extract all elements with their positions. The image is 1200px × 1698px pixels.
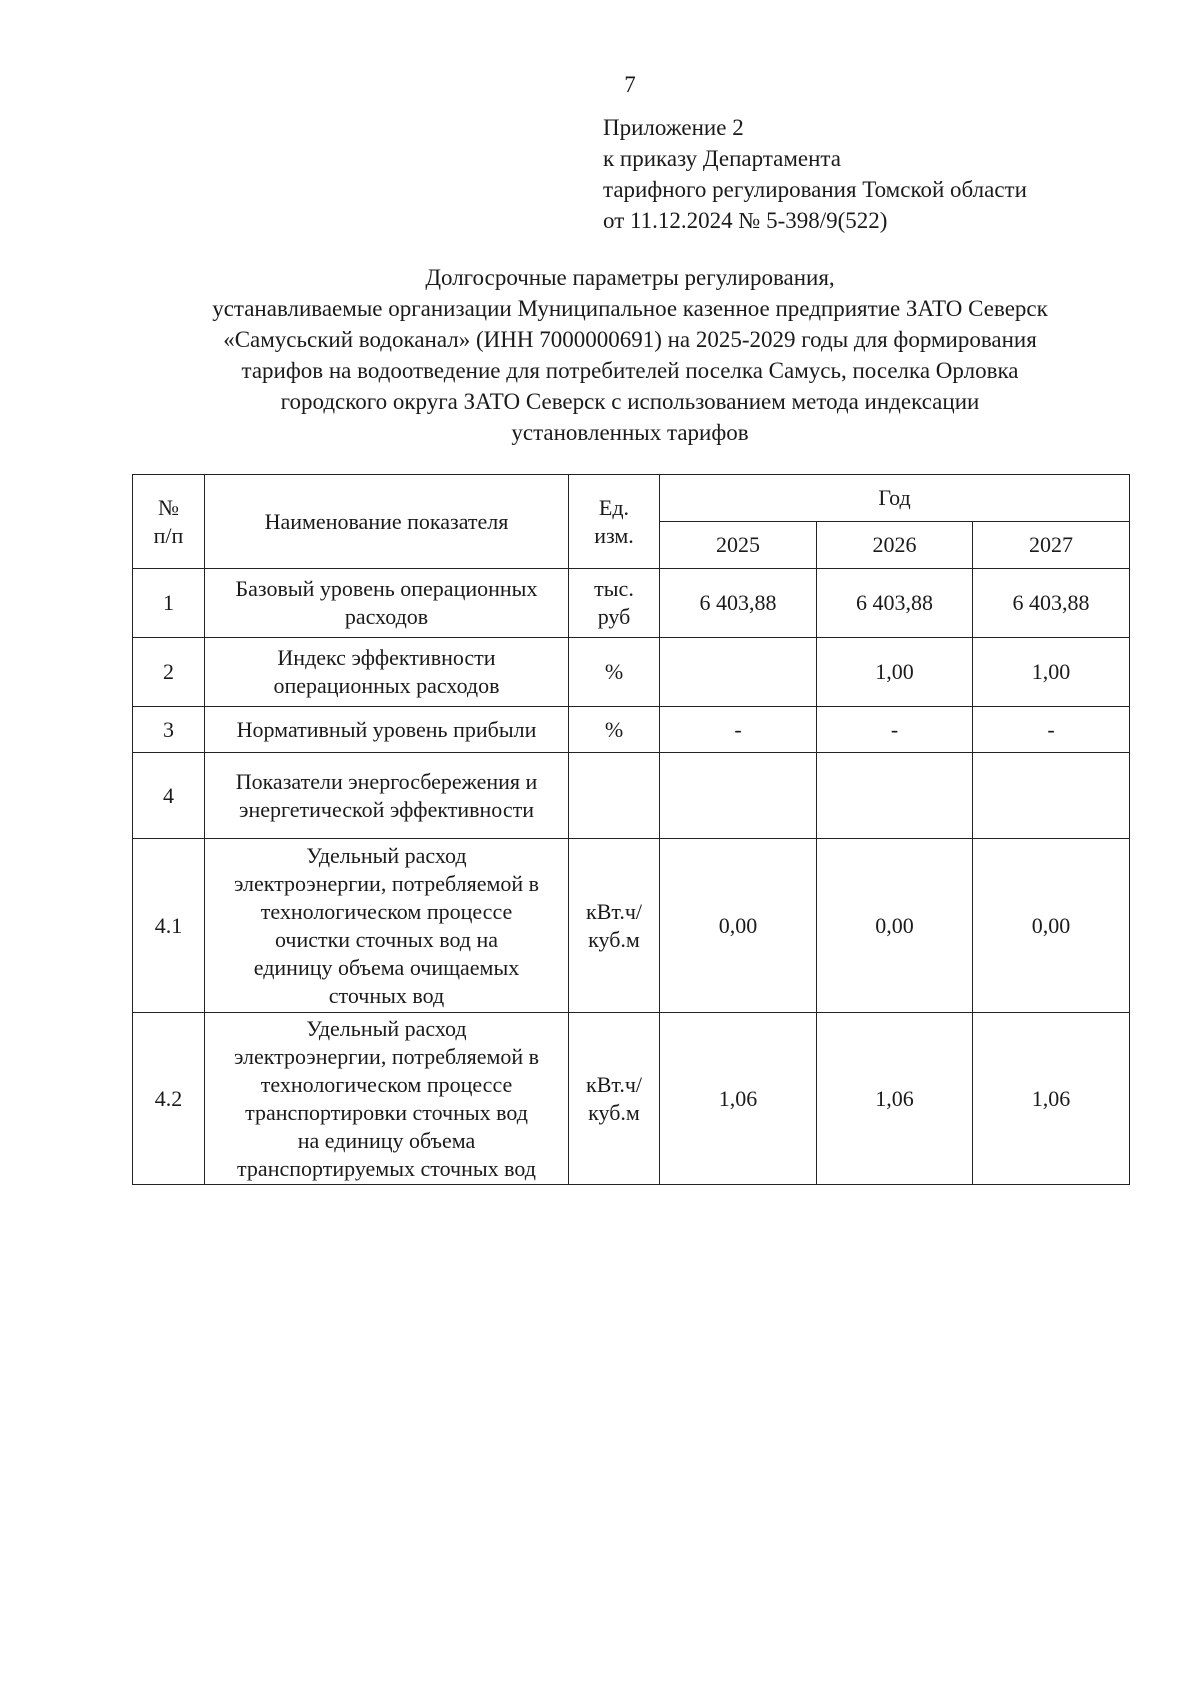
value-cell-2026: 1,06 [817, 1013, 973, 1185]
indicator-name-line: очистки сточных вод на [274, 926, 499, 952]
indicator-name-line: операционных расходов [273, 673, 500, 698]
indicator-name-line: технологическом процессе [260, 1071, 513, 1097]
title-line: городского округа ЗАТО Северск с использованием метода индексации [280, 389, 980, 414]
header-year-2026: 2026 [817, 522, 973, 569]
title-line: устанавливаемые организации Муниципальное казенное предприятие ЗАТО Северск [212, 296, 1048, 321]
indicator-name-line: Удельный расход [306, 1015, 467, 1041]
indicator-name-line: технологическом процессе [260, 898, 513, 924]
header-year: Год [660, 475, 1130, 522]
indicator-name-line: расходов [344, 604, 429, 629]
indicator-name [205, 839, 569, 1013]
unit-line: кВт.ч/ [586, 1071, 642, 1097]
table-row [133, 569, 1130, 638]
appendix-line: к приказу Департамента [603, 146, 841, 171]
indicator-name-line: транспортируемых сточных вод [237, 1155, 536, 1181]
value-cell-2025 [660, 638, 817, 707]
value-cell-2027: 1,06 [973, 1013, 1130, 1185]
unit-line: кВт.ч/ [586, 898, 642, 924]
indicator-name-line: электроэнергии, потребляемой в [233, 1043, 540, 1069]
indicator-name [205, 638, 569, 707]
indicator-name-line: Показатели энергосбережения и [235, 768, 538, 794]
header-name: Наименование показателя [205, 475, 569, 569]
row-number: 1 [133, 569, 205, 638]
title-line: Долгосрочные параметры регулирования, [425, 265, 835, 290]
table-row [133, 638, 1130, 707]
indicator-name-line: энергетической эффективности [239, 796, 534, 822]
indicator-name [205, 707, 569, 753]
table-row [133, 1013, 1130, 1185]
value-cell-2027 [973, 753, 1130, 839]
indicator-name-line: на единицу объема [297, 1127, 476, 1153]
row-number: 4.2 [133, 1013, 205, 1185]
row-number: 4.1 [133, 839, 205, 1013]
appendix-line: от 11.12.2024 № 5-398/9(522) [603, 208, 888, 233]
page-number: 7 [624, 72, 636, 97]
table-row [133, 707, 1130, 753]
unit-cell [569, 638, 660, 707]
title-line: «Самусьский водоканал» (ИНН 7000000691) на 2025-2029 годы для формирования [223, 327, 1037, 352]
value-cell-2027: 1,00 [973, 638, 1130, 707]
header-number: № п/п [133, 475, 205, 569]
document-title [131, 262, 1129, 448]
header-unit: Ед. изм. [569, 475, 660, 569]
title-line: установленных тарифов [511, 420, 749, 445]
unit-line: куб.м [588, 926, 640, 952]
value-cell-2026: 0,00 [817, 839, 973, 1013]
unit-cell [569, 569, 660, 638]
value-cell-2026 [817, 753, 973, 839]
value-cell-2026: 1,00 [817, 638, 973, 707]
indicator-name [205, 1013, 569, 1185]
unit-line: тыс. [594, 576, 634, 601]
indicator-name-line: транспортировки сточных вод [245, 1099, 528, 1125]
unit-line: % [604, 716, 624, 742]
unit-cell [569, 753, 660, 839]
value-cell-2026: - [817, 707, 973, 753]
indicator-name-line: сточных вод [328, 982, 445, 1008]
value-cell-2025: - [660, 707, 817, 753]
indicator-name-line: Индекс эффективности [277, 645, 496, 670]
value-cell-2027: 0,00 [973, 839, 1130, 1013]
table-row [133, 839, 1130, 1013]
value-cell-2027: 6 403,88 [973, 569, 1130, 638]
row-number: 2 [133, 638, 205, 707]
appendix-line: Приложение 2 [603, 115, 744, 140]
value-cell-2025: 1,06 [660, 1013, 817, 1185]
indicator-name-line: Нормативный уровень прибыли [236, 716, 537, 742]
header-year-2027: 2027 [973, 522, 1130, 569]
indicator-name [205, 569, 569, 638]
row-number: 4 [133, 753, 205, 839]
unit-cell [569, 707, 660, 753]
indicator-name-line: единицу объема очищаемых [253, 954, 520, 980]
unit-line: % [604, 659, 624, 684]
indicator-name [205, 753, 569, 839]
indicator-name-line: электроэнергии, потребляемой в [233, 870, 540, 896]
table-body [133, 569, 1130, 1185]
indicator-name-line: Базовый уровень операционных [235, 576, 538, 601]
table-row [133, 753, 1130, 839]
appendix-line: тарифного регулирования Томской области [603, 177, 1027, 202]
row-number: 3 [133, 707, 205, 753]
unit-cell [569, 839, 660, 1013]
unit-line: руб [597, 604, 631, 629]
appendix-header [603, 112, 1027, 236]
value-cell-2025 [660, 753, 817, 839]
header-year-2025: 2025 [660, 522, 817, 569]
value-cell-2027: - [973, 707, 1130, 753]
indicator-name-line: Удельный расход [306, 842, 467, 868]
unit-cell [569, 1013, 660, 1185]
parameters-table [132, 474, 1130, 1185]
value-cell-2025: 6 403,88 [660, 569, 817, 638]
value-cell-2025: 0,00 [660, 839, 817, 1013]
unit-line: куб.м [588, 1099, 640, 1125]
value-cell-2026: 6 403,88 [817, 569, 973, 638]
title-line: тарифов на водоотведение для потребителей поселка Самусь, поселка Орловка [241, 358, 1019, 383]
